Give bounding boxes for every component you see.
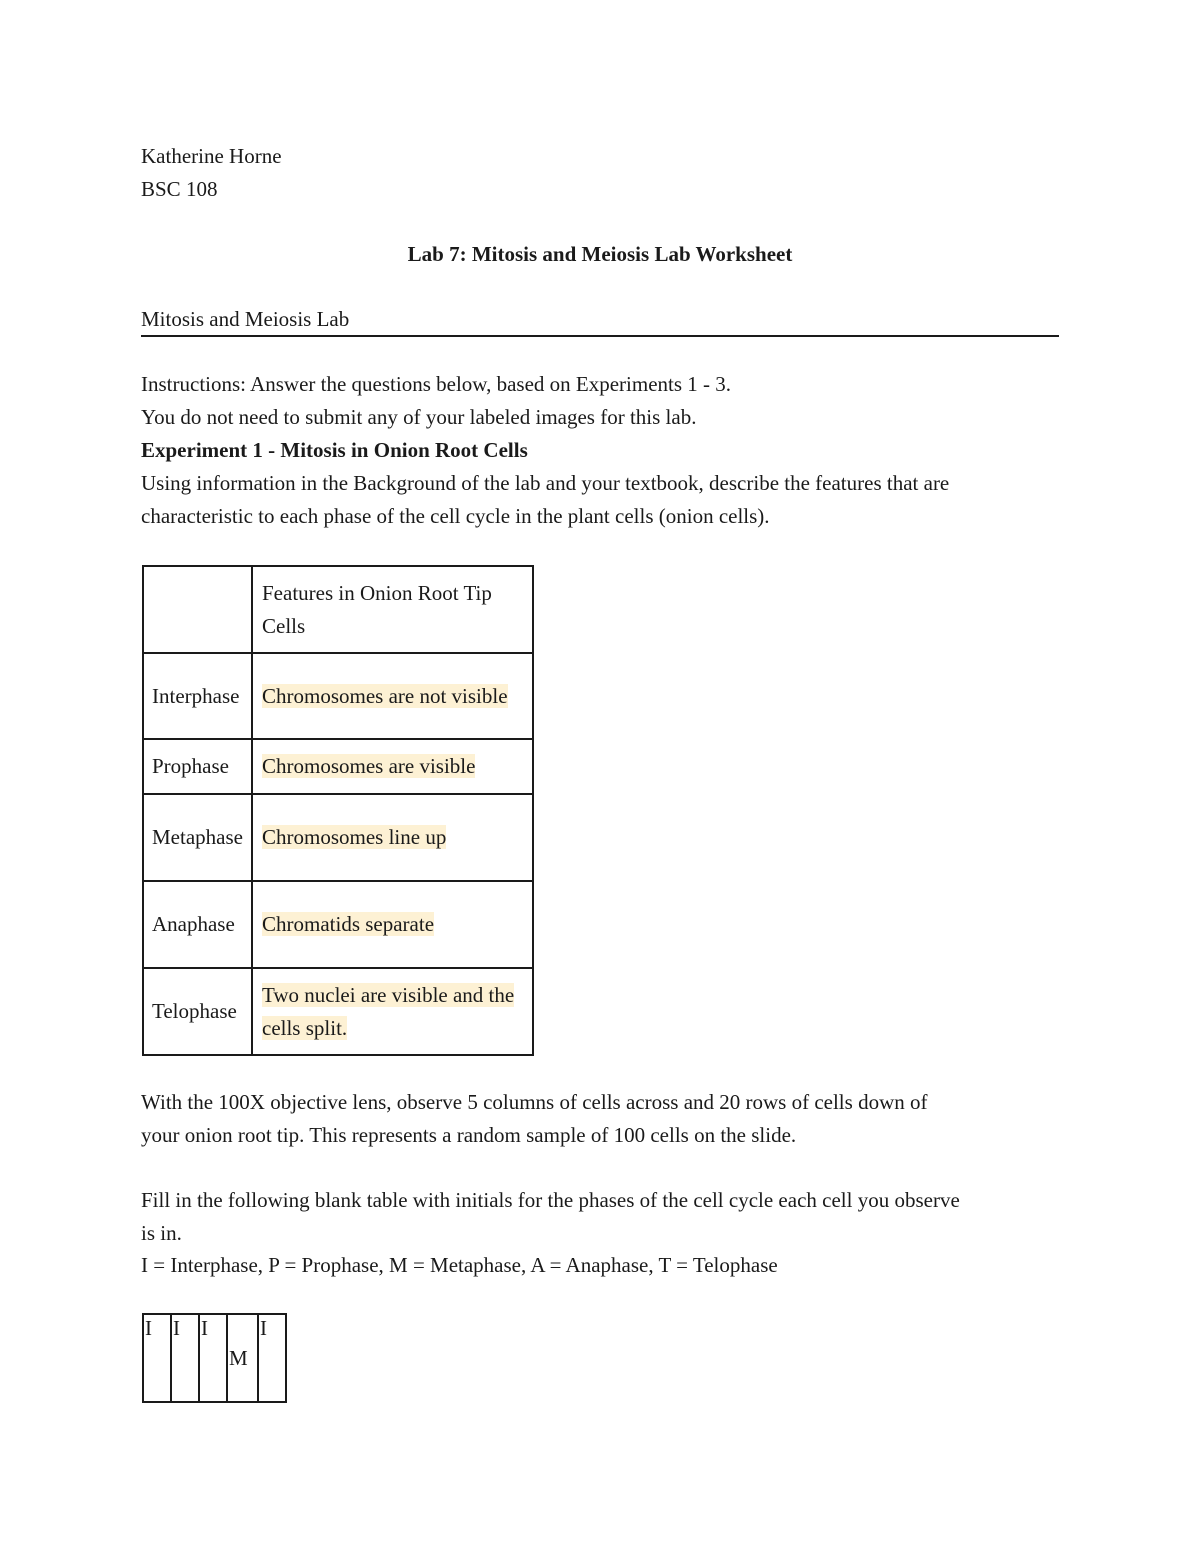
features-table	[142, 565, 534, 1056]
features-table-header-row	[143, 566, 533, 653]
observation-line-1: With the 100X objective lens, observe 5 columns of cells across and 20 rows of cells down of	[141, 1090, 928, 1114]
highlighted-answer: Chromosomes line up	[262, 825, 447, 849]
table-row	[143, 653, 533, 739]
grid-cell: I	[199, 1314, 227, 1402]
phase-cell-metaphase: Metaphase	[143, 794, 252, 881]
section-heading: Mitosis and Meiosis Lab	[141, 307, 350, 331]
table-row	[143, 1314, 286, 1402]
features-table-header: Features in Onion Root Tip Cells	[252, 566, 533, 653]
grid-cell: I	[171, 1314, 199, 1402]
feature-cell-interphase	[252, 653, 533, 739]
highlighted-answer: Chromatids separate	[262, 912, 435, 936]
section-divider	[141, 335, 1059, 337]
experiment-1-prompt-line-2: characteristic to each phase of the cell cycle in the plant cells (onion cells).	[141, 504, 770, 528]
highlighted-answer: Chromosomes are visible	[262, 754, 476, 778]
highlighted-answer: Chromosomes are not visible	[262, 683, 508, 708]
course-code: BSC 108	[141, 177, 218, 201]
feature-cell-prophase	[252, 739, 533, 794]
fill-in-line-2: is in.	[141, 1221, 182, 1245]
feature-cell-telophase	[252, 968, 533, 1055]
page-title: Lab 7: Mitosis and Meiosis Lab Worksheet	[407, 242, 793, 266]
experiment-1-heading: Experiment 1 - Mitosis in Onion Root Cells	[141, 438, 528, 462]
phase-cell-anaphase: Anaphase	[143, 881, 252, 968]
fill-in-line-1: Fill in the following blank table with initials for the phases of the cell cycle each cell you observe	[141, 1188, 960, 1212]
cell-observation-grid	[142, 1313, 287, 1403]
table-row	[143, 881, 533, 968]
instructions-line-1: Instructions: Answer the questions below, based on Experiments 1 - 3.	[141, 372, 732, 396]
table-row	[143, 739, 533, 794]
phase-cell-telophase: Telophase	[143, 968, 252, 1055]
table-row	[143, 968, 533, 1055]
grid-cell: M	[227, 1314, 258, 1402]
feature-cell-anaphase	[252, 881, 533, 968]
author-name: Katherine Horne	[141, 144, 282, 168]
grid-cell: I	[143, 1314, 171, 1402]
highlighted-answer: Two nuclei are visible and the cells split.	[262, 982, 515, 1040]
phase-cell-interphase: Interphase	[143, 653, 252, 739]
instructions-line-2: You do not need to submit any of your labeled images for this lab.	[141, 405, 697, 429]
experiment-1-prompt-line-1: Using information in the Background of the lab and your textbook, describe the features that are	[141, 471, 950, 495]
feature-cell-metaphase	[252, 794, 533, 881]
phase-legend: I = Interphase, P = Prophase, M = Metaphase, A = Anaphase, T = Telophase	[141, 1253, 778, 1277]
phase-cell-prophase: Prophase	[143, 739, 252, 794]
features-table-corner-cell	[143, 566, 252, 653]
table-row	[143, 794, 533, 881]
grid-cell: I	[258, 1314, 286, 1402]
observation-line-2: your onion root tip. This represents a random sample of 100 cells on the slide.	[141, 1123, 797, 1147]
